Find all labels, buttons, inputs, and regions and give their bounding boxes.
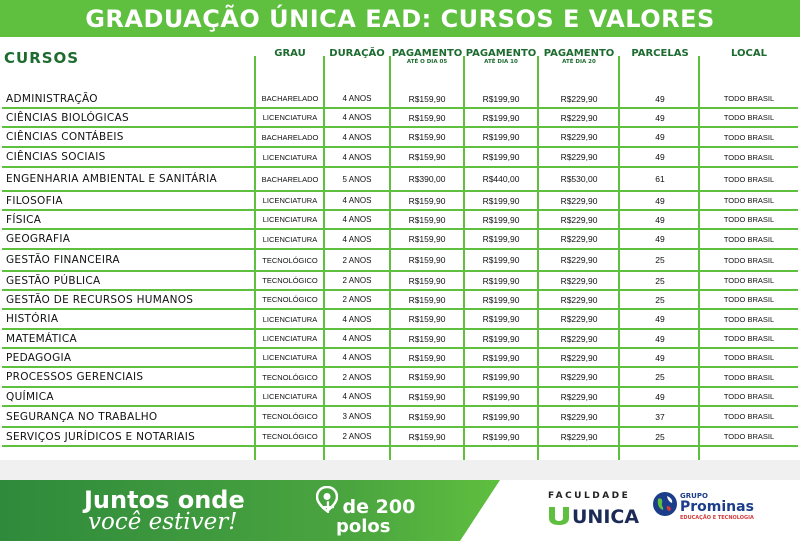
degree-type: LICENCIATURA	[262, 215, 318, 224]
table-row	[0, 127, 800, 147]
header-duracao: DURAÇÃO	[329, 48, 385, 59]
location: TODO BRASIL	[723, 234, 775, 244]
course-name: PEDAGOGIA	[6, 351, 72, 364]
price-until-10: R$199,90	[482, 214, 520, 225]
table-row	[0, 167, 800, 191]
price-until-10: R$199,90	[482, 314, 520, 324]
price-until-20: R$229,90	[560, 112, 598, 123]
table-row	[0, 309, 800, 329]
installments: 49	[655, 132, 665, 142]
slogan-line2: você estiver!	[88, 509, 238, 535]
location: TODO BRASIL	[723, 412, 775, 421]
degree-type: TECNOLÓGICO	[262, 372, 318, 382]
price-until-05: R$159,90	[408, 333, 446, 344]
location: TODO BRASIL	[723, 215, 775, 224]
duration: 2 ANOS	[342, 372, 372, 382]
course-name: ADMINISTRAÇÃO	[6, 92, 98, 105]
table-row	[0, 427, 800, 446]
table-row	[0, 387, 800, 406]
prominas-wordmark: Prominas	[680, 499, 754, 515]
price-until-05: R$159,90	[408, 255, 446, 265]
unica-wordmark: UNICA	[572, 506, 640, 528]
price-until-05: R$159,90	[408, 195, 446, 206]
table-row	[0, 348, 800, 367]
course-name: FILOSOFIA	[6, 194, 63, 207]
table-row	[0, 406, 800, 427]
location: TODO BRASIL	[723, 94, 775, 103]
price-until-20: R$229,90	[560, 152, 598, 162]
duration: 4 ANOS	[342, 215, 372, 224]
duration: 2 ANOS	[342, 255, 372, 265]
price-until-20: R$229,90	[560, 391, 598, 402]
divider-band	[0, 460, 800, 480]
installments: 49	[655, 333, 665, 344]
polos-label: polos	[336, 516, 391, 537]
header-pagamento-05-title: PAGAMENTO	[391, 48, 463, 59]
degree-type: LICENCIATURA	[262, 196, 318, 205]
degree-type: BACHARELADO	[261, 132, 319, 142]
installments: 61	[655, 174, 665, 184]
degree-type: TECNOLÓGICO	[262, 412, 318, 421]
header-pagamento-05-sub: ATÉ O DIA 05	[406, 59, 448, 65]
duration: 3 ANOS	[342, 412, 372, 421]
degree-type: LICENCIATURA	[262, 392, 318, 401]
price-until-20: R$229,90	[560, 314, 598, 324]
price-until-05: R$159,90	[408, 275, 446, 286]
course-name: CIÊNCIAS SOCIAIS	[6, 151, 106, 163]
location: TODO BRASIL	[723, 152, 775, 162]
header-pagamento-20-title: PAGAMENTO	[543, 48, 615, 59]
grupo-label: GRUPO	[680, 492, 708, 500]
degree-type: BACHARELADO	[261, 94, 319, 103]
table-header	[0, 37, 800, 89]
price-until-05: R$159,90	[408, 411, 446, 422]
table-row	[0, 229, 800, 249]
degree-type: BACHARELADO	[261, 174, 319, 184]
installments: 49	[655, 93, 665, 104]
header-pagamento-20-sub: ATÉ DIA 20	[562, 59, 596, 65]
installments: 49	[655, 152, 665, 162]
table-row	[0, 290, 800, 309]
course-name: GESTÃO FINANCEIRA	[6, 254, 120, 266]
course-name: MATEMÁTICA	[6, 332, 77, 345]
course-name: GESTÃO DE RECURSOS HUMANOS	[6, 293, 194, 306]
footer-banner	[0, 480, 500, 541]
location: TODO BRASIL	[723, 196, 775, 205]
price-until-05: R$159,90	[408, 372, 446, 382]
header-grau: GRAU	[274, 48, 306, 59]
page-title: GRADUAÇÃO ÚNICA EAD: CURSOS E VALORES	[85, 4, 715, 33]
header-cursos: CURSOS	[4, 49, 80, 67]
price-until-10: R$199,90	[482, 152, 520, 162]
duration: 2 ANOS	[342, 276, 372, 285]
duration: 4 ANOS	[342, 314, 372, 324]
table-row	[0, 329, 800, 348]
course-name: CIÊNCIAS BIOLÓGICAS	[6, 111, 129, 124]
degree-type: LICENCIATURA	[262, 314, 318, 324]
duration: 2 ANOS	[342, 295, 372, 304]
table-row	[0, 89, 800, 108]
price-until-10: R$440,00	[482, 174, 520, 184]
installments: 49	[655, 234, 665, 244]
location: TODO BRASIL	[723, 334, 775, 343]
price-until-05: R$159,90	[408, 391, 446, 402]
price-until-10: R$199,90	[482, 195, 520, 206]
installments: 25	[655, 294, 665, 305]
price-until-05: R$159,90	[408, 314, 446, 324]
installments: 49	[655, 314, 665, 324]
price-until-05: R$159,90	[408, 294, 446, 305]
price-until-20: R$229,90	[560, 294, 598, 305]
installments: 25	[655, 275, 665, 286]
table-row	[0, 249, 800, 271]
price-until-10: R$199,90	[482, 234, 520, 244]
installments: 49	[655, 391, 665, 402]
location: TODO BRASIL	[723, 174, 775, 184]
price-until-20: R$530,00	[560, 174, 598, 184]
unica-logo-icon	[548, 506, 570, 526]
price-until-10: R$199,90	[482, 132, 520, 142]
price-until-20: R$229,90	[560, 333, 598, 344]
price-until-10: R$199,90	[482, 112, 520, 123]
price-until-05: R$159,90	[408, 132, 446, 142]
location: TODO BRASIL	[723, 132, 775, 142]
table-row	[0, 147, 800, 167]
price-until-20: R$229,90	[560, 195, 598, 206]
course-name: GEOGRAFIA	[6, 233, 71, 245]
price-until-10: R$199,90	[482, 275, 520, 286]
header-pagamento-05	[391, 49, 463, 66]
course-name: QUÍMICA	[6, 390, 54, 403]
degree-type: TECNOLÓGICO	[262, 255, 318, 265]
location: TODO BRASIL	[723, 255, 775, 265]
location: TODO BRASIL	[723, 314, 775, 324]
price-until-10: R$199,90	[482, 352, 520, 363]
degree-type: LICENCIATURA	[262, 113, 318, 122]
location: TODO BRASIL	[723, 113, 775, 122]
price-until-20: R$229,90	[560, 352, 598, 363]
header-local: LOCAL	[731, 48, 767, 59]
price-until-05: R$159,90	[408, 112, 446, 123]
location: TODO BRASIL	[723, 392, 775, 401]
course-name: ENGENHARIA AMBIENTAL E SANITÁRIA	[6, 173, 218, 185]
polos-count: + de 200	[320, 496, 416, 518]
price-until-05: R$159,90	[408, 431, 446, 442]
educacao-tecnologia-label: EDUCAÇÃO E TECNOLOGIA	[680, 515, 754, 521]
installments: 25	[655, 255, 665, 265]
price-until-20: R$229,90	[560, 431, 598, 442]
header-parcelas: PARCELAS	[631, 48, 689, 59]
duration: 2 ANOS	[342, 432, 372, 441]
price-until-10: R$199,90	[482, 294, 520, 305]
duration: 5 ANOS	[342, 174, 372, 184]
installments: 25	[655, 372, 665, 382]
degree-type: TECNOLÓGICO	[262, 276, 318, 285]
faculdade-label: FACULDADE	[548, 491, 631, 501]
installments: 49	[655, 352, 665, 363]
course-name: PROCESSOS GERENCIAIS	[6, 371, 144, 383]
duration: 4 ANOS	[342, 113, 372, 122]
duration: 4 ANOS	[342, 353, 372, 362]
price-until-20: R$229,90	[560, 411, 598, 422]
degree-type: LICENCIATURA	[262, 353, 318, 362]
duration: 4 ANOS	[342, 196, 372, 205]
header-pagamento-20	[540, 49, 618, 66]
degree-type: TECNOLÓGICO	[262, 295, 318, 304]
price-until-05: R$159,90	[408, 214, 446, 225]
price-until-05: R$159,90	[408, 234, 446, 244]
price-until-05: R$159,90	[408, 93, 446, 104]
price-until-20: R$229,90	[560, 234, 598, 244]
table-row	[0, 191, 800, 210]
price-until-20: R$229,90	[560, 93, 598, 104]
course-name: FÍSICA	[6, 213, 42, 226]
price-until-05: R$390,00	[408, 174, 446, 184]
installments: 37	[655, 411, 665, 422]
table-row	[0, 367, 800, 387]
degree-type: LICENCIATURA	[262, 152, 318, 162]
price-until-10: R$199,90	[482, 372, 520, 382]
slogan-line1: Juntos onde	[84, 486, 245, 514]
location: TODO BRASIL	[723, 353, 775, 362]
course-name: SEGURANÇA NO TRABALHO	[6, 410, 158, 423]
price-until-05: R$159,90	[408, 152, 446, 162]
installments: 49	[655, 214, 665, 225]
degree-type: LICENCIATURA	[262, 334, 318, 343]
duration: 4 ANOS	[342, 132, 372, 142]
price-until-20: R$229,90	[560, 275, 598, 286]
globe-icon	[652, 491, 678, 517]
location: TODO BRASIL	[723, 295, 775, 304]
degree-type: LICENCIATURA	[262, 234, 318, 244]
course-name: HISTÓRIA	[6, 313, 59, 325]
course-name: SERVIÇOS JURÍDICOS E NOTARIAIS	[6, 430, 196, 443]
price-until-10: R$199,90	[482, 391, 520, 402]
header-pagamento-10-title: PAGAMENTO	[465, 48, 537, 59]
table-row	[0, 210, 800, 229]
installments: 25	[655, 431, 665, 442]
price-until-20: R$229,90	[560, 214, 598, 225]
price-until-20: R$229,90	[560, 255, 598, 265]
price-until-10: R$199,90	[482, 411, 520, 422]
duration: 4 ANOS	[342, 392, 372, 401]
table-row	[0, 108, 800, 127]
location: TODO BRASIL	[723, 432, 775, 441]
duration: 4 ANOS	[342, 94, 372, 103]
header-pagamento-10-sub: ATÉ DIA 10	[484, 59, 518, 65]
duration: 4 ANOS	[342, 152, 372, 162]
price-until-10: R$199,90	[482, 255, 520, 265]
installments: 49	[655, 195, 665, 206]
header-pagamento-10	[465, 49, 537, 66]
location: TODO BRASIL	[723, 276, 775, 285]
course-name: GESTÃO PÚBLICA	[6, 274, 101, 287]
location: TODO BRASIL	[723, 372, 775, 382]
duration: 4 ANOS	[342, 234, 372, 244]
table-row	[0, 271, 800, 290]
courses-table	[0, 37, 800, 460]
degree-type: TECNOLÓGICO	[262, 432, 318, 441]
price-until-20: R$229,90	[560, 372, 598, 382]
duration: 4 ANOS	[342, 334, 372, 343]
title-bar	[0, 0, 800, 37]
price-until-20: R$229,90	[560, 132, 598, 142]
price-until-10: R$199,90	[482, 333, 520, 344]
course-name: CIÊNCIAS CONTÁBEIS	[6, 131, 124, 143]
price-until-10: R$199,90	[482, 431, 520, 442]
price-until-10: R$199,90	[482, 93, 520, 104]
price-until-05: R$159,90	[408, 352, 446, 363]
installments: 49	[655, 112, 665, 123]
